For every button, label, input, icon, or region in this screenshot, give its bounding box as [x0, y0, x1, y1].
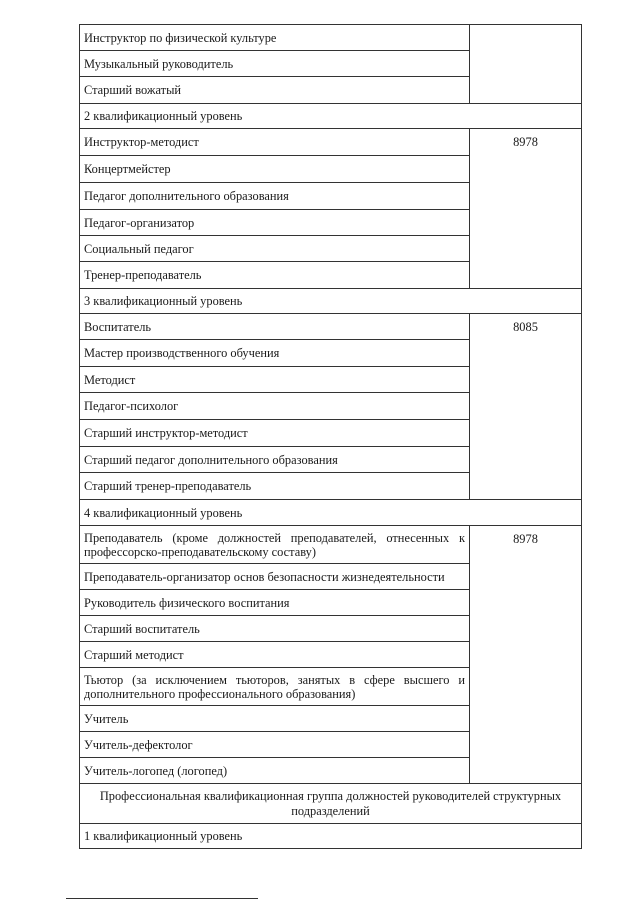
qualification-level-row [80, 824, 582, 849]
position-name: Старший педагог дополнительного образования [80, 447, 470, 473]
position-name: Методист [80, 367, 470, 393]
position-name: Преподаватель (кроме должностей преподавателей, отнесенных к профессорско-преподавательскому составу) [80, 526, 470, 564]
position-name: Концертмейстер [80, 156, 470, 183]
position-name: Старший вожатый [80, 77, 470, 104]
qualification-level-title: 4 квалификационный уровень [80, 500, 582, 526]
group-heading: Профессиональная квалификационная группа должностей руководителей структурных подразделений [80, 784, 582, 824]
qualification-level-row [80, 500, 582, 526]
group-heading-row [80, 784, 582, 824]
qualification-level-title: 2 квалификационный уровень [80, 104, 582, 129]
position-name: Старший тренер-преподаватель [80, 473, 470, 500]
position-name: Педагог-психолог [80, 393, 470, 420]
position-name: Педагог дополнительного образования [80, 183, 470, 210]
qualification-level-title: 3 квалификационный уровень [80, 289, 582, 314]
position-name: Учитель [80, 706, 470, 732]
position-name: Тьютор (за исключением тьюторов, занятых в сфере высшего и дополнительного профессионального образования) [80, 668, 470, 706]
position-name: Учитель-логопед (логопед) [80, 758, 470, 784]
salary-value: 8978 [470, 526, 582, 784]
position-name: Мастер производственного обучения [80, 340, 470, 367]
table-row [80, 526, 582, 564]
footnote-separator [66, 898, 258, 899]
position-name: Старший воспитатель [80, 616, 470, 642]
position-name: Инструктор-методист [80, 129, 470, 156]
table-row [80, 314, 582, 340]
salary-table [79, 24, 582, 849]
position-name: Воспитатель [80, 314, 470, 340]
qualification-level-title: 1 квалификационный уровень [80, 824, 582, 849]
salary-value: 8085 [470, 314, 582, 500]
position-name: Учитель-дефектолог [80, 732, 470, 758]
position-name: Старший методист [80, 642, 470, 668]
salary-value-empty [470, 25, 582, 104]
position-name: Тренер-преподаватель [80, 262, 470, 289]
position-name: Старший инструктор-методист [80, 420, 470, 447]
position-name: Преподаватель-организатор основ безопасности жизнедеятельности [80, 564, 470, 590]
position-name: Педагог-организатор [80, 210, 470, 236]
position-name: Музыкальный руководитель [80, 51, 470, 77]
salary-value: 8978 [470, 129, 582, 289]
qualification-level-row [80, 104, 582, 129]
qualification-level-row [80, 289, 582, 314]
position-name: Инструктор по физической культуре [80, 25, 470, 51]
position-name: Руководитель физического воспитания [80, 590, 470, 616]
position-name: Социальный педагог [80, 236, 470, 262]
table-row [80, 129, 582, 156]
table-row [80, 25, 582, 51]
